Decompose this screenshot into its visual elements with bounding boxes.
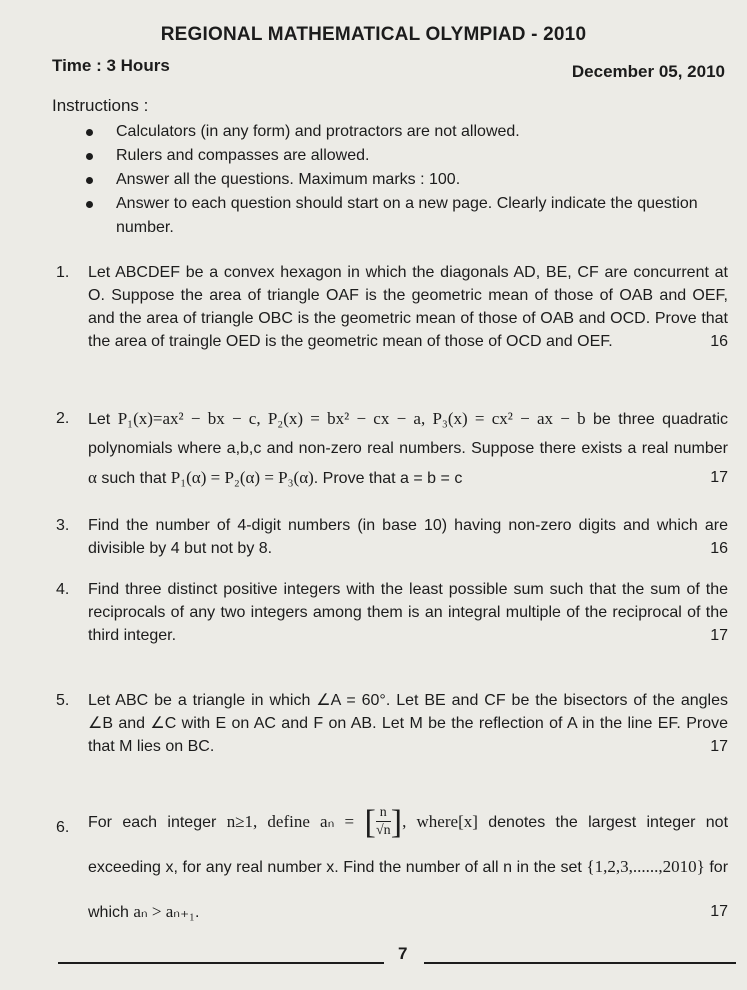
question-marks: 17 xyxy=(710,738,728,755)
question-number: 1. xyxy=(56,264,70,281)
polynomial-definitions: P₁(x)=ax² − bx − c, P₂(x) = bx² − cx − a, P₃(x) = cx² − ax − b xyxy=(117,409,586,428)
sequence-inequality: aₙ > aₙ₊₁ xyxy=(133,902,195,921)
question-text: denotes the largest integer not exceeding x, for any real number x. Find the number of all n in the set xyxy=(88,814,729,876)
number-set: {1,2,3,......,2010} xyxy=(586,857,705,876)
question-text: , where xyxy=(402,812,459,831)
question-text: Let xyxy=(88,411,111,428)
instruction-item: Rulers and compasses are allowed. xyxy=(86,144,726,168)
question-text: such that xyxy=(101,470,167,487)
footer-rule-left xyxy=(58,962,384,964)
question-text: for which xyxy=(88,859,729,921)
index-condition: n≥1, define aₙ = xyxy=(226,812,355,831)
question-text: . xyxy=(194,904,200,921)
instruction-item: Calculators (in any form) and protractors are not allowed. xyxy=(86,120,726,144)
fraction xyxy=(376,805,391,840)
footer-rule-right xyxy=(424,962,736,964)
question-text: For each integer xyxy=(88,814,217,831)
question-4 xyxy=(56,578,728,647)
exam-duration: Time : 3 Hours xyxy=(52,56,170,75)
instructions-heading: Instructions : xyxy=(52,96,149,115)
question-6 xyxy=(56,800,728,935)
question-marks: 16 xyxy=(710,333,728,350)
question-marks: 17 xyxy=(710,469,728,486)
floor-notation: [x] xyxy=(458,812,478,831)
question-number: 4. xyxy=(56,581,70,598)
exam-date: December 05, 2010 xyxy=(571,62,725,81)
instruction-item: Answer all the questions. Maximum marks : 100. xyxy=(86,168,726,192)
question-5 xyxy=(56,689,728,758)
question-number: 5. xyxy=(56,692,70,709)
instruction-item: Answer to each question should start on a new page. Clearly indicate the question number. xyxy=(86,192,726,240)
question-number: 2. xyxy=(56,410,70,427)
question-text: Let ABCDEF be a convex hexagon in which the diagonals AD, BE, CF are concurrent at O. Suppose the area of triangle OAF is the geometric mean of those of OAB and OEF, and the area of triangle OBC is the geometric mean of those of OAB and OCD. Prove that the area of traingle OED is the geometric mean of those of OCD and OEF. xyxy=(88,264,728,350)
question-3 xyxy=(56,514,728,560)
fraction-numerator: n xyxy=(376,805,391,822)
page-number: 7 xyxy=(398,944,408,963)
exam-title: REGIONAL MATHEMATICAL OLYMPIAD - 2010 xyxy=(160,24,587,45)
question-1 xyxy=(56,261,728,353)
alpha-symbol: α xyxy=(88,468,97,487)
question-number: 6. xyxy=(56,819,70,836)
question-text: Let ABC be a triangle in which ∠A = 60°. Let BE and CF be the bisectors of the angles ∠B and ∠C with E on AC and F on AB. Let M be the reflection of A in the line EF. Prove that M lies on BC. xyxy=(88,692,728,755)
question-text: Find the number of 4-digit numbers (in base 10) having non-zero digits and which are divisible by 4 but not by 8. xyxy=(88,517,728,557)
floor-bracket-right: ] xyxy=(390,803,403,841)
question-marks: 17 xyxy=(710,627,728,644)
floor-bracket-left: [ xyxy=(364,803,376,841)
fraction-denominator: √n xyxy=(375,823,391,839)
question-text: Find three distinct positive integers with the least possible sum such that the sum of the reciprocals of any two integers among them is an integral multiple of the reciprocal of the third integer. xyxy=(88,581,728,644)
polynomial-condition: P₁(α) = P₂(α) = P₃(α) xyxy=(170,468,314,487)
question-text: be three quadratic polynomials where a,b,c and non-zero real numbers. Suppose there exists a real number xyxy=(88,411,728,457)
question-text: . Prove that a = b = c xyxy=(313,470,463,487)
question-marks: 17 xyxy=(710,903,728,920)
question-number: 3. xyxy=(56,517,70,534)
question-marks: 16 xyxy=(710,540,728,557)
instructions-list xyxy=(86,120,726,240)
question-2 xyxy=(56,404,728,493)
